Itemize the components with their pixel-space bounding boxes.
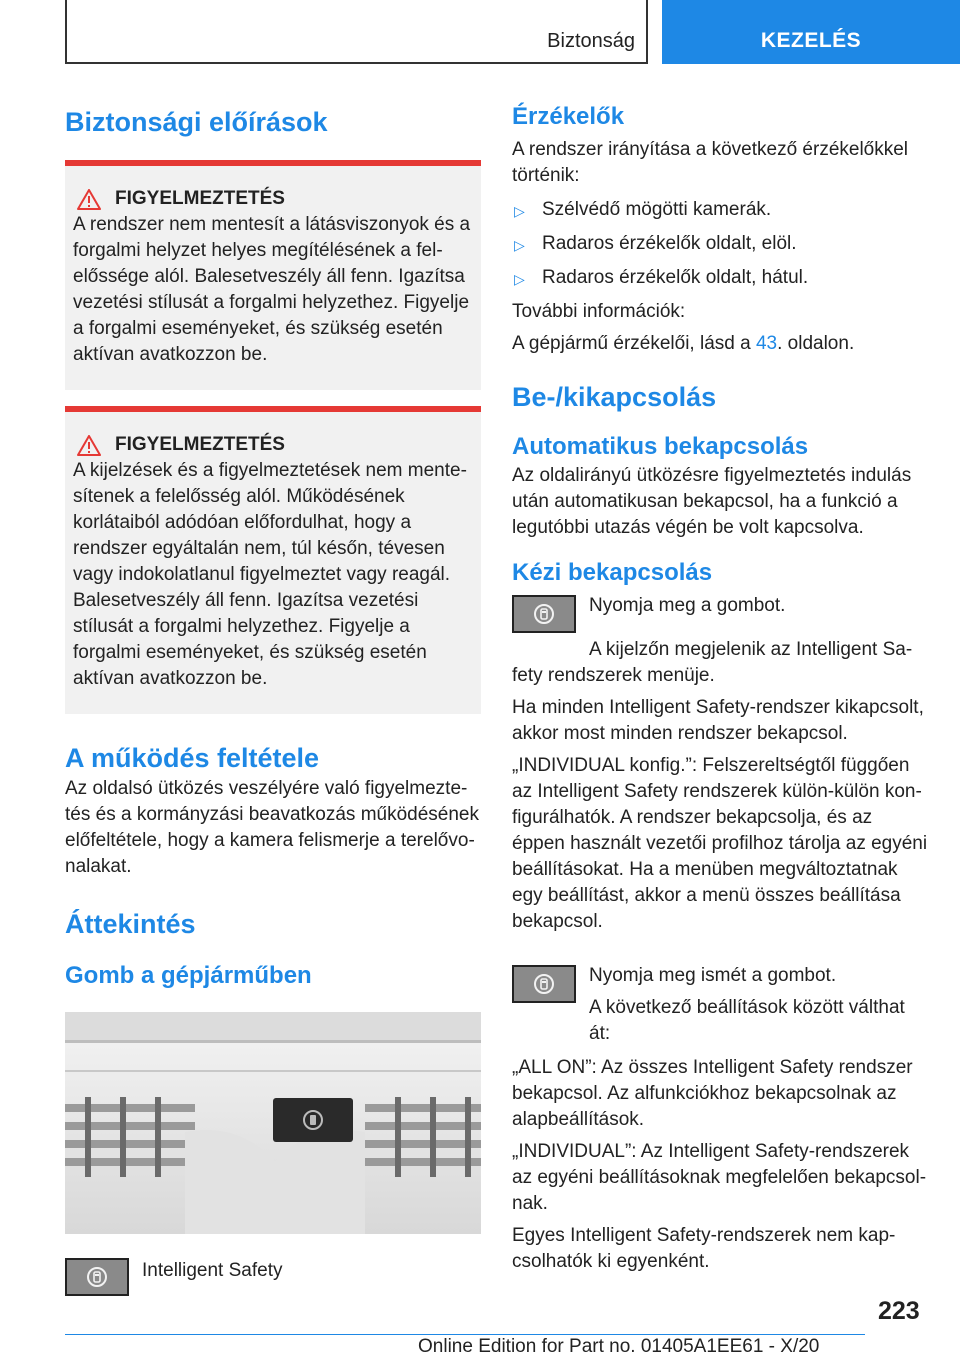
page-number: 223 [878,1297,920,1325]
not-switchable-text: Egyes Intelligent Safety-rendszerek nem kapcsolhatók ki egyenként. [512,1225,896,1272]
intelligent-safety-legend [65,1256,481,1296]
overview-title: Áttekintés [65,909,196,939]
auto-on-text: Az oldalirányú ütközésre figyelmeztetés indulás után automatikusan bekapcsol, ha a funkció a legutóbbi utazás végén be volt kapcsolva. [512,465,912,538]
safety-title: Biztonsági előírások [65,107,328,137]
button-in-vehicle-title: Gomb a gépjárműben [65,962,312,989]
header-tab-kezeles[interactable]: KEZELÉS [662,0,960,64]
manual-on-title: Kézi bekapcsolás [512,559,713,586]
warning-triangle-icon [77,435,101,456]
sensors-title: Érzékelők [512,103,625,130]
warning-box-2 [65,406,481,714]
individual-config-text: „INDIVIDUAL konfig.”: Felszereltségtől függően az Intelligent Safety rendszerek külön-külön konfigurálhatók. A rendszer bekapcsolja, és az éppen használt vezetői profilhoz tárolja az egyéni beállításokat. Ha a menüben megváltoztatnak egy beállítást, akkor a menü összes beállítása bekapcsol. [512,755,928,932]
list-item: ▷ Radaros érzékelők oldalt, elöl. [512,231,928,258]
header-rule-left [65,0,67,64]
auto-on-title: Automatikus bekapcsolás [512,433,809,460]
switch-settings-text: A következő beállítások között válthat át: [589,997,905,1044]
warning-title: FIGYELMEZTETÉS [115,434,285,455]
header-section-title: Biztonság [547,30,635,52]
right-column [512,98,928,1275]
warning-text: A rendszer nem mentesít a látásviszonyok és a forgalmi helyzet helyes megítélésének a felelőssége alól. Balesetveszély áll fenn. Igazítsa vezetési stílusát a forgalmi helyzethez. Figyelje a forgalmi eseményeket, és szükség esetén aktívan avatkozzon be. [73,214,471,365]
list-item: ▷ Radaros érzékelők oldalt, hátul. [512,265,928,292]
press-again-step [512,963,928,1047]
individual-text: „INDIVIDUAL”: Az Intelligent Safety-rendszerek az egyéni beállításoknak megfelelően bekapcsolnak. [512,1141,927,1214]
warning-title: FIGYELMEZTETÉS [115,188,285,209]
all-on-text: „ALL ON”: Az összes Intelligent Safety rendszer bekapcsol. Az alfunkciókhoz bekapcsolnak az alapbeállítások. [512,1057,913,1130]
warning-box-1 [65,160,481,390]
press-again-text: Nyomja meg ismét a gombot. [589,965,837,986]
sensor-reference: A gépjármű érzékelői, lásd a 43. oldalon. [512,333,855,354]
intelligent-safety-icon [533,973,555,995]
footer-rule [65,1334,865,1335]
all-off-text: Ha minden Intelligent Safety-rendszer kikapcsolt, akkor most minden rendszer bekapcsol. [512,697,924,744]
vehicle-button-photo [65,1012,481,1234]
sensors-intro: A rendszer irányítása a következő érzékelőkkel történik: [512,139,909,186]
header-rule-right [646,0,648,64]
condition-title: A működés feltétele [65,743,320,773]
left-column [65,98,481,1296]
menu-appears-text: A kijelzőn megjelenik az Intelligent Safety rendszerek menüje. [512,639,913,686]
intelligent-safety-button[interactable] [512,965,576,1003]
intelligent-safety-icon [533,603,555,625]
intelligent-safety-icon [86,1266,108,1288]
bullet-triangle-icon: ▷ [514,237,525,253]
more-info-label: További információk: [512,301,686,322]
condition-text: Az oldalsó ütközés veszélyére való figyelmeztetés és a kormányzási beavatkozás működésének előfeltétele, hogy a kamera felismerje a terelővonalakat. [65,778,479,877]
press-button-step [512,593,928,633]
warning-triangle-icon [77,189,101,210]
header-rule-bottom [65,62,648,64]
page-link[interactable]: 43 [755,333,778,354]
intelligent-safety-button[interactable] [512,595,576,633]
list-item: ▷ Szélvédő mögötti kamerák. [512,197,928,224]
footer-edition: Online Edition for Part no. 01405A1EE61 - X/20 [418,1336,820,1357]
bullet-triangle-icon: ▷ [514,271,525,287]
onoff-title: Be-/kikapcsolás [512,382,717,412]
intelligent-safety-label: Intelligent Safety [142,1260,283,1281]
press-button-text: Nyomja meg a gombot. [589,595,786,616]
intelligent-safety-button[interactable] [65,1258,129,1296]
bullet-triangle-icon: ▷ [514,203,525,219]
warning-text: A kijelzések és a figyelmeztetések nem mentesítenek a felelősség alól. Működésének korlátaiból adódóan előfordulhat, hogy a rendszer egyáltalán nem, túl későn, tévesen vagy indokolatlanul figyelmeztet vagy reagál. Balesetveszély áll fenn. Igazítsa vezetési stílusát a forgalmi helyzethez. Figyelje a forgalmi eseményeket, és szükség esetén aktívan avatkozzon be. [73,460,467,689]
